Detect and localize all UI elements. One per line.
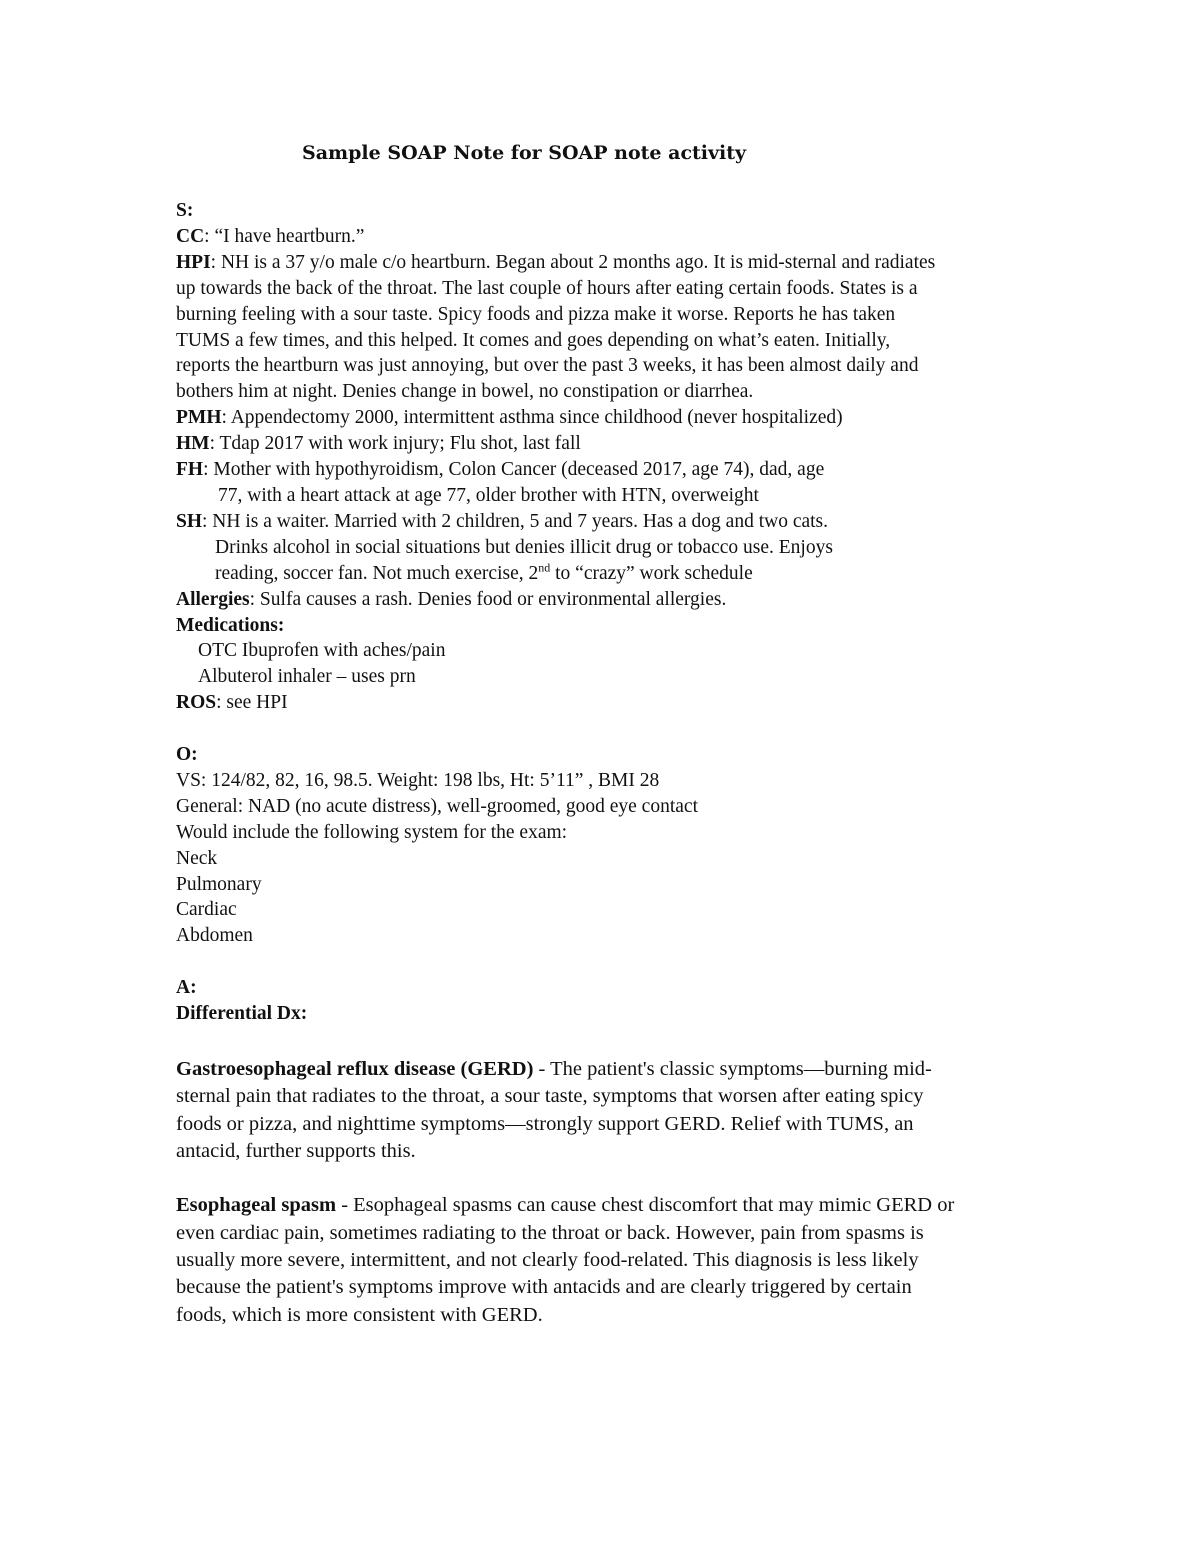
- objective-line: Would include the following system for the exam:: [176, 821, 568, 843]
- health-maintenance: HM: Tdap 2017 with work injury; Flu shot, last fall: [176, 433, 581, 455]
- objective-section: [176, 768, 1076, 949]
- dx-esophageal-spasm: Esophageal spasm - Esophageal spasms can cause chest discomfort that may mimic GERD or even cardiac pain, sometimes radiating to the throat or back. However, pain from spasms is usually more severe, intermittent, and not clearly food-related. This diagnosis is less likely because the patient's symptoms improve with antacids and are clearly triggered by certain foods, which is more consistent with GERD.: [176, 1194, 955, 1326]
- differential-heading: Differential Dx:: [176, 1003, 308, 1025]
- chief-complaint: [176, 224, 1076, 250]
- dx-gerd-label: Gastroesophageal reflux disease (GERD): [176, 1058, 534, 1080]
- ros: ROS: see HPI: [176, 692, 288, 714]
- subjective-heading: S:: [176, 200, 194, 221]
- dx-spasm-label: Esophageal spasm: [176, 1194, 337, 1217]
- hpi-line: bothers him at night. Denies change in bowel, no constipation or diarrhea.: [176, 381, 754, 403]
- cc-text: : “I have heartburn.”: [204, 225, 365, 247]
- dx-gerd: Gastroesophageal reflux disease (GERD) - The patient's classic symptoms—burning mid- sternal pain that radiates to the throat, a sour taste, symptoms that worsen after eating spicy foods or pizza, and nighttime symptoms—strongly support GERD. Relief with TUMS, an antacid, further supports this.: [176, 1058, 932, 1162]
- objective-heading: O:: [176, 744, 198, 766]
- hpi-line: reports the heartburn was just annoying, but over the past 3 weeks, it has been almost daily and: [176, 355, 919, 377]
- medication-item: Albuterol inhaler – uses prn: [198, 666, 416, 688]
- cc-label: CC: [176, 225, 205, 247]
- medication-item: OTC Ibuprofen with aches/pain: [198, 640, 446, 662]
- hm-label: HM: [176, 433, 210, 455]
- document-title: Sample SOAP Note for SOAP note activity: [302, 142, 747, 164]
- ros-label: ROS: [176, 692, 217, 714]
- objective-line: Pulmonary: [176, 873, 262, 895]
- hpi-line: up towards the back of the throat. The last couple of hours after eating certain foods. States is a: [176, 277, 918, 299]
- objective-line: Neck: [176, 847, 218, 869]
- allergies: Allergies: Sulfa causes a rash. Denies food or environmental allergies.: [176, 588, 727, 610]
- objective-line: General: NAD (no acute distress), well-groomed, good eye contact: [176, 795, 698, 817]
- assessment-heading: A:: [176, 977, 197, 999]
- sh-label: SH: [176, 510, 203, 532]
- hpi-line: TUMS a few times, and this helped. It comes and goes depending on what’s eaten. Initially,: [176, 329, 891, 351]
- objective-line: Cardiac: [176, 899, 237, 921]
- family-history: FH: Mother with hypothyroidism, Colon Cancer (deceased 2017, age 74), dad, age 77, with a heart attack at age 77, older brother with HTN, overweight: [176, 459, 825, 506]
- soap-body-upper: [176, 198, 1076, 1027]
- hpi-line: : NH is a 37 y/o male c/o heartburn. Began about 2 months ago. It is mid-sternal and radiates: [210, 251, 936, 273]
- hpi-line: burning feeling with a sour taste. Spicy foods and pizza make it worse. Reports he has taken: [176, 303, 896, 325]
- fh-label: FH: [176, 459, 204, 481]
- objective-line: VS: 124/82, 82, 16, 98.5. Weight: 198 lbs, Ht: 5’11” , BMI 28: [176, 769, 660, 791]
- social-history: SH: NH is a waiter. Married with 2 children, 5 and 7 years. Has a dog and two cats. Drinks alcohol in social situations but denies illicit drug or tobacco use. Enjoys reading, soccer fan. Not much exercise, 2nd to “crazy” work schedule: [176, 510, 833, 584]
- objective-line: Abdomen: [176, 925, 253, 947]
- allergies-label: Allergies: [176, 588, 250, 610]
- pmh: PMH: Appendectomy 2000, intermittent asthma since childhood (never hospitalized): [176, 407, 843, 429]
- assessment-body: [176, 1056, 1076, 1329]
- hpi-section: [176, 250, 1076, 405]
- medications-label: Medications:: [176, 614, 285, 636]
- pmh-label: PMH: [176, 407, 222, 429]
- medications: [176, 613, 1076, 691]
- hpi-label: HPI: [176, 251, 211, 273]
